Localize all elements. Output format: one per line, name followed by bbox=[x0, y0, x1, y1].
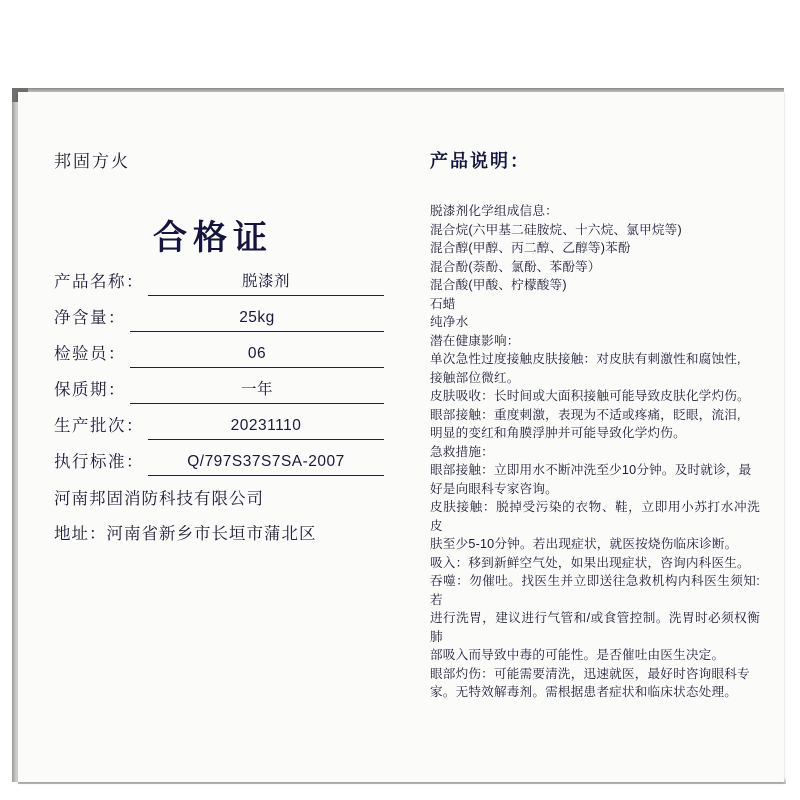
spec-line: 接触部位微红。 bbox=[430, 370, 520, 385]
spec-line: 家。无特效解毒剂。需根据患者症状和临床状态处理。 bbox=[430, 685, 738, 699]
spec-line: 肤至少5-10分钟。若出现症状，就医按烧伤临床诊断。 bbox=[430, 537, 738, 551]
certificate-card bbox=[18, 92, 784, 782]
field-label: 检验员： bbox=[54, 345, 126, 363]
field-value: 一年 bbox=[240, 381, 273, 398]
field-value-wrap bbox=[130, 345, 384, 368]
spec-line: 吞噬：勿催吐。找医生并立即送往急救机构内科医生须知:若 bbox=[430, 574, 760, 607]
field-row bbox=[54, 440, 384, 476]
field-value-wrap bbox=[148, 269, 384, 296]
field-value-wrap bbox=[148, 453, 384, 476]
spec-line: 皮肤接触：脱掉受污染的衣物、鞋，立即用小苏打水冲洗皮 bbox=[430, 500, 760, 533]
field-value: 25kg bbox=[239, 309, 275, 326]
field-label: 产品名称： bbox=[54, 273, 144, 291]
field-value-wrap bbox=[130, 377, 384, 404]
specification-title: 产品说明： bbox=[430, 151, 530, 171]
company-name: 河南邦固消防科技有限公司 bbox=[54, 490, 264, 508]
certificate-title: 合格证 bbox=[153, 219, 273, 257]
spec-line: 眼部接触：重度刺激，表现为不适或疼痛，眨眼，流泪, bbox=[430, 407, 741, 422]
field-value: 06 bbox=[247, 345, 267, 362]
field-label: 保质期： bbox=[54, 381, 126, 399]
spec-line: 潜在健康影响： bbox=[430, 333, 520, 348]
field-row bbox=[54, 296, 384, 332]
spec-line: 眼部灼伤：可能需要清洗，迅速就医，最好时咨询眼科专 bbox=[430, 666, 750, 681]
field-row bbox=[54, 368, 384, 404]
field-value: 20231110 bbox=[230, 417, 302, 434]
spec-line: 明显的变红和角膜浮肿并可能导致化学灼伤。 bbox=[430, 426, 686, 440]
field-value: 脱漆剂 bbox=[241, 273, 290, 290]
spec-line: 皮肤吸收：长时间或大面积接触可能导致皮肤化学灼伤。 bbox=[430, 389, 750, 403]
field-value: Q/797S37S7SA-2007 bbox=[187, 453, 345, 470]
spec-line: 纯净水 bbox=[430, 315, 469, 329]
certificate-fields bbox=[54, 260, 384, 476]
specification-body bbox=[430, 202, 760, 702]
field-value-wrap bbox=[148, 417, 384, 440]
spec-line: 单次急性过度接触皮肤接触：对皮肤有刺激性和腐蚀性, bbox=[430, 352, 741, 366]
spec-line: 进行洗胃，建议进行气管和/或食管控制。洗胃时必须权衡肺 bbox=[430, 611, 760, 644]
spec-line: 眼部接触：立即用水不断冲洗至少10分钟。及时就诊，最 bbox=[430, 463, 752, 477]
field-row bbox=[54, 260, 384, 296]
spec-line: 混合烷(六甲基二硅胺烷、十六烷、氯甲烷等) bbox=[430, 222, 682, 237]
spec-line: 混合酚(萘酚、氯酚、苯酚等） bbox=[430, 259, 601, 274]
company-address: 地址：河南省新乡市长垣市蒲北区 bbox=[54, 525, 317, 543]
spec-line: 混合醇(甲醇、丙二醇、乙醇等)苯酚 bbox=[430, 241, 631, 255]
field-row bbox=[54, 404, 384, 440]
spec-line: 混合酸(甲酸、柠檬酸等) bbox=[430, 278, 567, 292]
field-row bbox=[54, 332, 384, 368]
spec-line: 脱漆剂化学组成信息： bbox=[430, 204, 558, 218]
spec-line: 吸入：移到新鲜空气处，如果出现症状，咨询内科医生。 bbox=[430, 555, 750, 570]
spec-line: 好是向眼科专家咨询。 bbox=[430, 481, 558, 496]
field-label: 生产批次： bbox=[54, 417, 144, 435]
field-label: 执行标准： bbox=[54, 453, 144, 471]
field-value-wrap bbox=[130, 309, 384, 332]
field-label: 净含量： bbox=[54, 309, 126, 327]
spec-line: 石蜡 bbox=[430, 296, 456, 311]
spec-line: 部吸入而导致中毒的可能性。是否催吐由医生决定。 bbox=[430, 648, 725, 662]
brand-name: 邦固方火 bbox=[54, 152, 130, 171]
spec-line: 急救措施： bbox=[430, 444, 494, 459]
